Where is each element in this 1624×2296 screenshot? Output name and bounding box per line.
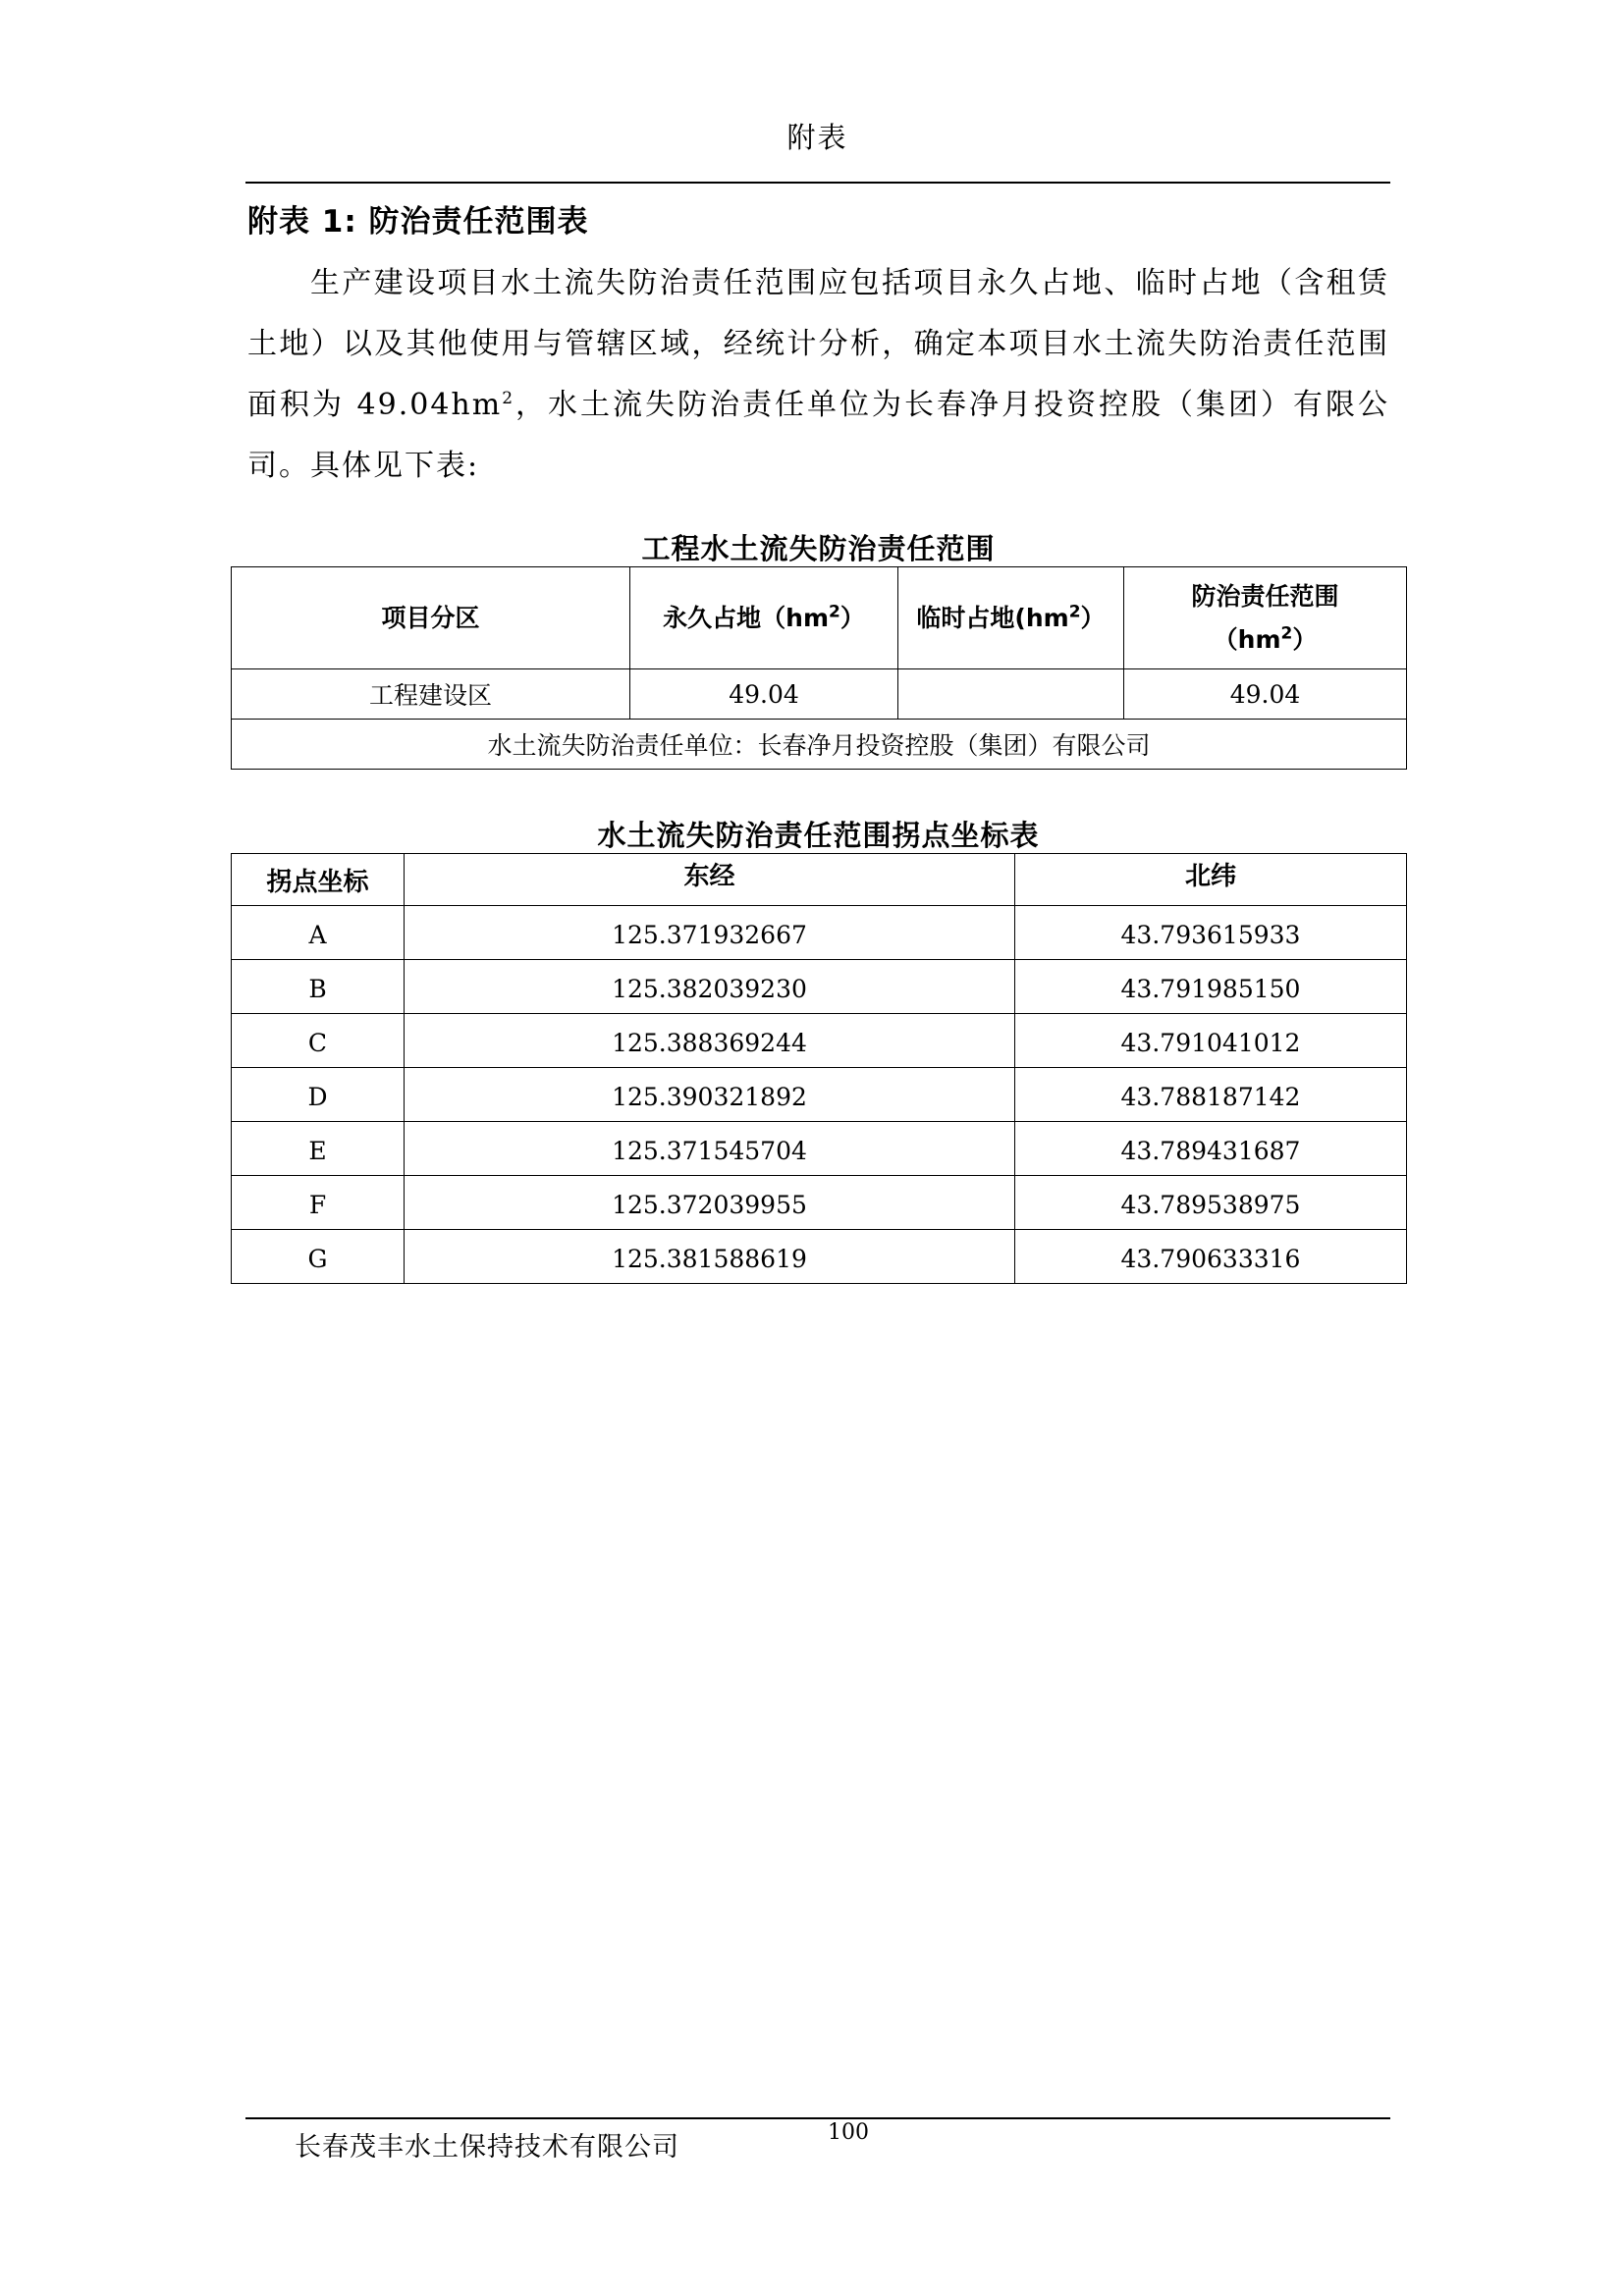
cell-north: 43.791985150 bbox=[1015, 960, 1407, 1014]
header-divider bbox=[245, 182, 1390, 184]
table2-header-row bbox=[232, 854, 1407, 906]
table-row bbox=[232, 1068, 1407, 1122]
cell-point: G bbox=[232, 1230, 405, 1284]
table-row bbox=[232, 669, 1407, 720]
cell-east: 125.390321892 bbox=[405, 1068, 1015, 1122]
table-row bbox=[232, 1176, 1407, 1230]
cell-east: 125.372039955 bbox=[405, 1176, 1015, 1230]
cell-responsible-unit: 水土流失防治责任单位：长春净月投资控股（集团）有限公司 bbox=[232, 720, 1407, 770]
table-row bbox=[232, 1230, 1407, 1284]
cell-east: 125.381588619 bbox=[405, 1230, 1015, 1284]
header-point: 拐点坐标 bbox=[232, 854, 405, 906]
header-north-latitude: 北纬 bbox=[1015, 854, 1407, 906]
coordinates-table bbox=[231, 853, 1407, 1284]
table-row bbox=[232, 960, 1407, 1014]
cell-zone: 工程建设区 bbox=[232, 669, 630, 720]
cell-point: D bbox=[232, 1068, 405, 1122]
table1-header-row bbox=[232, 567, 1407, 669]
header-zone: 项目分区 bbox=[232, 567, 630, 669]
page-header: 附表 bbox=[786, 121, 848, 154]
cell-north: 43.789538975 bbox=[1015, 1176, 1407, 1230]
cell-point: B bbox=[232, 960, 405, 1014]
header-permanent: 永久占地$(hm^2)$ bbox=[630, 567, 898, 669]
cell-permanent: 49.04 bbox=[630, 669, 898, 720]
cell-east: 125.388369244 bbox=[405, 1014, 1015, 1068]
header-total: 防治责任范围 $(hm^2)$ bbox=[1124, 567, 1407, 669]
table-row bbox=[232, 1122, 1407, 1176]
cell-temporary bbox=[898, 669, 1124, 720]
cell-north: 43.791041012 bbox=[1015, 1014, 1407, 1068]
table1-note-row bbox=[232, 720, 1407, 770]
paragraph-text-part1: 生产建设项目水土流失防治责任范围应包括项目永久占地、临时占地（含租赁土地）以及其他使用与管辖区域，经统计分析，确定本项目水土流失防治责任范围面积为 49.04hm bbox=[247, 266, 1389, 422]
cell-north: 43.790633316 bbox=[1015, 1230, 1407, 1284]
section-title: 附表 1: 防治责任范围表 bbox=[247, 204, 589, 240]
cell-total: 49.04 bbox=[1124, 669, 1407, 720]
cell-point: A bbox=[232, 906, 405, 960]
page-number: 100 bbox=[828, 2120, 869, 2145]
cell-east: 125.382039230 bbox=[405, 960, 1015, 1014]
header-temporary: 临时占地$(hm^2)$ bbox=[898, 567, 1124, 669]
responsibility-range-table bbox=[231, 566, 1407, 770]
cell-north: 43.788187142 bbox=[1015, 1068, 1407, 1122]
cell-point: E bbox=[232, 1122, 405, 1176]
header-east-longitude: 东经 bbox=[405, 854, 1015, 906]
intro-paragraph bbox=[247, 253, 1389, 497]
footer-divider bbox=[245, 2117, 1390, 2119]
cell-point: C bbox=[232, 1014, 405, 1068]
paragraph-text-part2: ，水土流失防治责任单位为长春净月投资控股（集团）有限公司。具体见下表: bbox=[247, 388, 1389, 483]
table1-title: 工程水土流失防治责任范围 bbox=[641, 532, 996, 565]
cell-north: 43.789431687 bbox=[1015, 1122, 1407, 1176]
table-row bbox=[232, 1014, 1407, 1068]
cell-north: 43.793615933 bbox=[1015, 906, 1407, 960]
footer-company: 长春茂丰水土保持技术有限公司 bbox=[295, 2132, 679, 2163]
cell-east: 125.371932667 bbox=[405, 906, 1015, 960]
cell-point: F bbox=[232, 1176, 405, 1230]
table-row bbox=[232, 906, 1407, 960]
table2-title: 水土流失防治责任范围拐点坐标表 bbox=[597, 819, 1040, 852]
cell-east: 125.371545704 bbox=[405, 1122, 1015, 1176]
superscript-2: 2 bbox=[502, 389, 515, 408]
